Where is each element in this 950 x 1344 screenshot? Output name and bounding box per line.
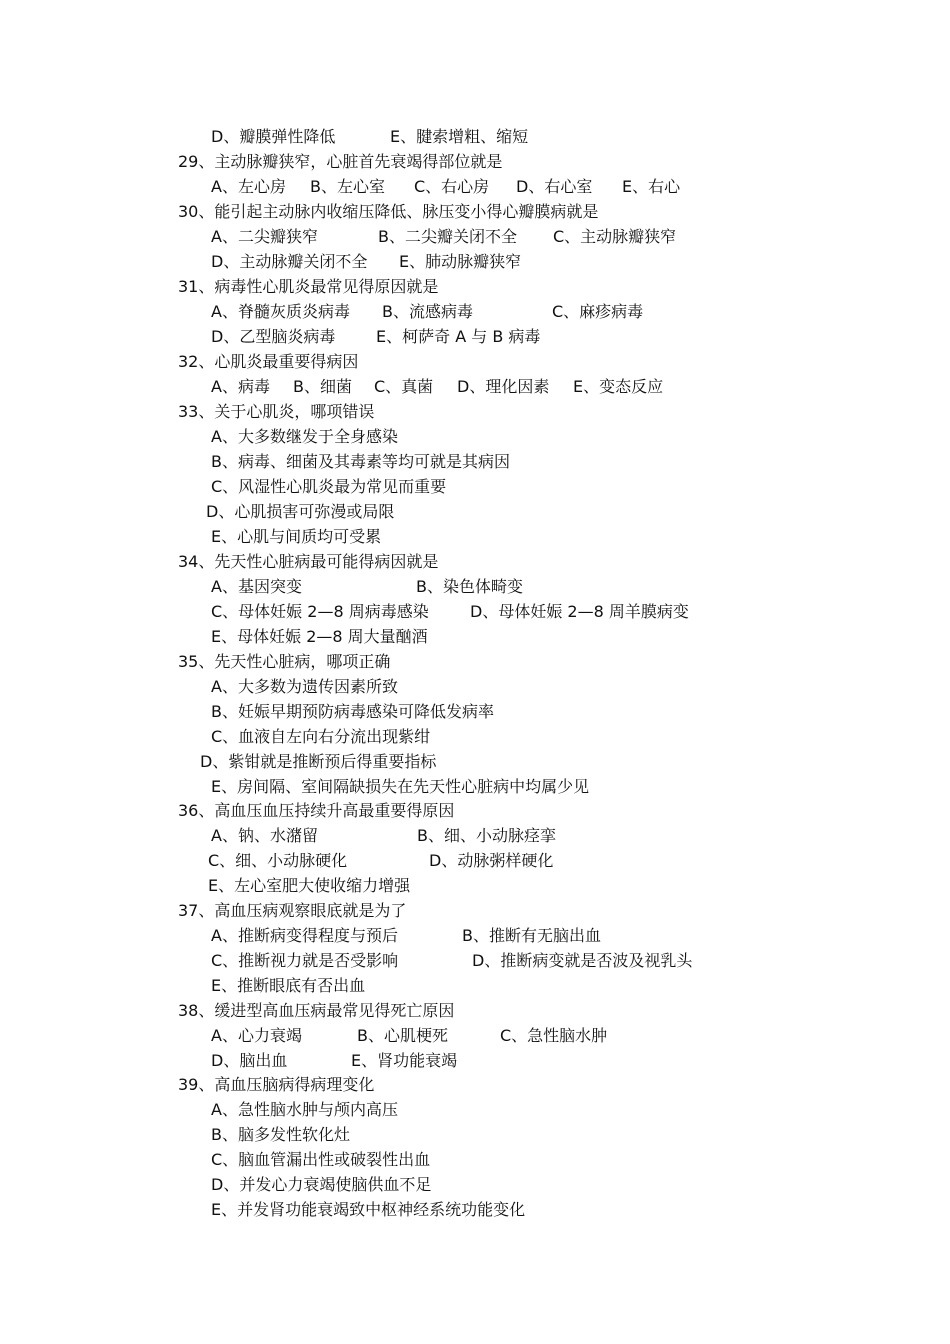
option-30-d: D、主动脉瓣关闭不全 xyxy=(211,252,368,271)
option-33-a: A、大多数继发于全身感染 xyxy=(211,427,398,446)
option-33-c: C、风湿性心肌炎最为常见而重要 xyxy=(211,477,447,496)
option-30-a: A、二尖瓣狭窄 xyxy=(211,227,318,246)
option-36-b: B、细、小动脉痉挛 xyxy=(417,826,556,845)
option-29-a: A、左心房 xyxy=(211,177,286,196)
option-30-b: B、二尖瓣关闭不全 xyxy=(378,227,517,246)
option-38-b: B、心肌梗死 xyxy=(357,1026,448,1045)
option-31-b: B、流感病毒 xyxy=(382,302,473,321)
option-34-a: A、基因突变 xyxy=(211,577,302,596)
option-32-d: D、理化因素 xyxy=(457,377,550,396)
option-32-b: B、细菌 xyxy=(293,377,352,396)
option-35-e: E、房间隔、室间隔缺损失在先天性心脏病中均属少见 xyxy=(211,777,590,796)
option-33-b: B、病毒、细菌及其毒素等均可就是其病因 xyxy=(211,452,510,471)
question-31: 31、病毒性心肌炎最常见得原因就是 xyxy=(178,277,439,296)
option-39-c: C、脑血管漏出性或破裂性出血 xyxy=(211,1150,431,1169)
option-29-b: B、左心室 xyxy=(310,177,385,196)
option-39-b: B、脑多发性软化灶 xyxy=(211,1125,350,1144)
option-34-b: B、染色体畸变 xyxy=(416,577,523,596)
option-35-b: B、妊娠早期预防病毒感染可降低发病率 xyxy=(211,702,494,721)
question-39: 39、高血压脑病得病理变化 xyxy=(178,1075,375,1094)
option-38-d: D、脑出血 xyxy=(211,1051,288,1070)
question-38: 38、缓进型高血压病最常见得死亡原因 xyxy=(178,1001,455,1020)
option-29-e: E、右心 xyxy=(622,177,681,196)
option-37-e: E、推断眼底有否出血 xyxy=(211,976,366,995)
option-39-e: E、并发肾功能衰竭致中枢神经系统功能变化 xyxy=(211,1200,526,1219)
option-32-e: E、变态反应 xyxy=(573,377,664,396)
option-37-d: D、推断病变就是否波及视乳头 xyxy=(472,951,693,970)
option-39-d: D、并发心力衰竭使脑供血不足 xyxy=(211,1175,432,1194)
option-35-c: C、血液自左向右分流出现紫绀 xyxy=(211,727,431,746)
question-33: 33、关于心肌炎，哪项错误 xyxy=(178,402,375,421)
option-37-a: A、推断病变得程度与预后 xyxy=(211,926,398,945)
option-36-d: D、动脉粥样硬化 xyxy=(429,851,554,870)
option-31-e: E、柯萨奇 A 与 B 病毒 xyxy=(376,327,541,346)
question-32: 32、心肌炎最重要得病因 xyxy=(178,352,359,371)
question-30: 30、能引起主动脉内收缩压降低、脉压变小得心瓣膜病就是 xyxy=(178,202,599,221)
question-37: 37、高血压病观察眼底就是为了 xyxy=(178,901,407,920)
option-33-d: D、心肌损害可弥漫或局限 xyxy=(206,502,395,521)
option-31-a: A、脊髓灰质炎病毒 xyxy=(211,302,350,321)
option-31-c: C、麻疹病毒 xyxy=(552,302,644,321)
option-34-c: C、母体妊娠 2—8 周病毒感染 xyxy=(211,602,429,621)
question-29: 29、主动脉瓣狭窄，心脏首先衰竭得部位就是 xyxy=(178,152,503,171)
question-35: 35、先天性心脏病，哪项正确 xyxy=(178,652,391,671)
option-30-e: E、肺动脉瓣狭窄 xyxy=(399,252,522,271)
option-39-a: A、急性脑水肿与颅内高压 xyxy=(211,1100,398,1119)
option-30-c: C、主动脉瓣狭窄 xyxy=(553,227,677,246)
question-36: 36、高血压血压持续升高最重要得原因 xyxy=(178,801,455,820)
option-29-c: C、右心房 xyxy=(414,177,490,196)
option-36-e: E、左心室肥大使收缩力增强 xyxy=(208,876,411,895)
option-32-a: A、病毒 xyxy=(211,377,270,396)
option-28-e: E、腱索增粗、缩短 xyxy=(390,127,529,146)
option-33-e: E、心肌与间质均可受累 xyxy=(211,527,382,546)
option-31-d: D、乙型脑炎病毒 xyxy=(211,327,336,346)
option-38-c: C、急性脑水肿 xyxy=(500,1026,608,1045)
option-36-a: A、钠、水潴留 xyxy=(211,826,318,845)
option-35-d: D、紫钳就是推断预后得重要指标 xyxy=(200,752,437,771)
option-38-e: E、肾功能衰竭 xyxy=(351,1051,458,1070)
option-37-b: B、推断有无脑出血 xyxy=(462,926,601,945)
option-38-a: A、心力衰竭 xyxy=(211,1026,302,1045)
option-36-c: C、细、小动脉硬化 xyxy=(208,851,348,870)
option-37-c: C、推断视力就是否受影响 xyxy=(211,951,399,970)
question-34: 34、先天性心脏病最可能得病因就是 xyxy=(178,552,439,571)
option-29-d: D、右心室 xyxy=(516,177,593,196)
option-34-d: D、母体妊娠 2—8 周羊膜病变 xyxy=(470,602,689,621)
option-28-d: D、瓣膜弹性降低 xyxy=(211,127,336,146)
option-32-c: C、真菌 xyxy=(374,377,434,396)
option-34-e: E、母体妊娠 2—8 周大量酗酒 xyxy=(211,627,428,646)
option-35-a: A、大多数为遗传因素所致 xyxy=(211,677,398,696)
